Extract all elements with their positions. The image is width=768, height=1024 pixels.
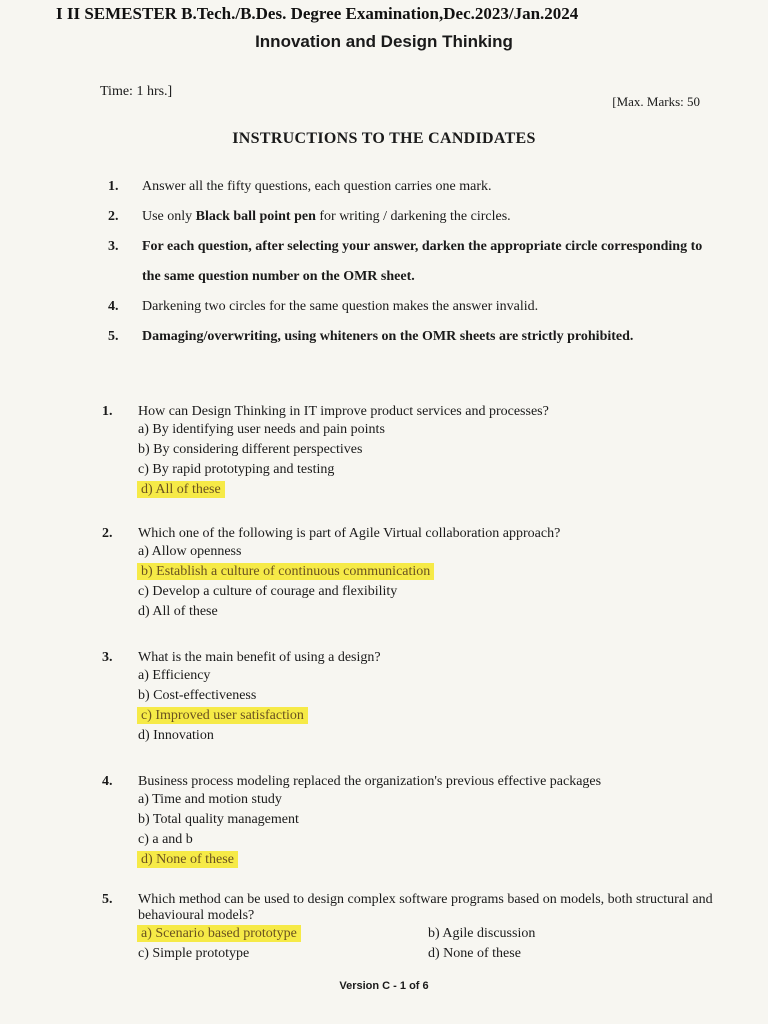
instructions-list [108, 172, 708, 352]
question-text: What is the main benefit of using a design? [138, 650, 381, 665]
instruction-number: 2. [108, 209, 119, 224]
option-b[interactable]: b) By considering different perspectives [138, 442, 363, 457]
question-4 [102, 774, 722, 870]
instruction-item [108, 232, 708, 292]
max-marks-label: [Max. Marks: 50 [612, 94, 700, 109]
question-text: Which one of the following is part of Agile Virtual collaboration approach? [138, 526, 561, 541]
option-c[interactable]: c) Develop a culture of courage and flexibility [138, 584, 398, 599]
instructions-title: INSTRUCTIONS TO THE CANDIDATES [232, 130, 536, 147]
instruction-number: 3. [108, 239, 119, 254]
option-c[interactable]: c) Simple prototype [138, 946, 250, 961]
instruction-text: Answer all the fifty questions, each question carries one mark. [142, 179, 492, 194]
option-a[interactable]: a) Time and motion study [138, 792, 282, 807]
question-5 [102, 892, 722, 964]
option-d-highlighted[interactable]: d) None of these [138, 852, 237, 867]
option-a[interactable]: a) Efficiency [138, 668, 211, 683]
option-d[interactable]: d) None of these [428, 946, 521, 961]
instruction-text: Darkening two circles for the same question makes the answer invalid. [142, 299, 539, 314]
option-a-highlighted[interactable]: a) Scenario based prototype [138, 926, 300, 941]
question-text: Business process modeling replaced the organization's previous effective packages [138, 774, 602, 789]
instruction-text-bold: Black ball point pen [195, 209, 316, 224]
question-1 [102, 404, 722, 500]
option-b[interactable]: b) Total quality management [138, 812, 299, 827]
option-a[interactable]: a) Allow openness [138, 544, 242, 559]
instruction-text-pre: Use only [142, 209, 196, 224]
question-2 [102, 526, 722, 622]
instruction-text-post: for writing / darkening the circles. [315, 209, 511, 224]
instruction-text: For each question, after selecting your answer, darken the appropriate circle corresponding to the same question number on the OMR sheet. [142, 239, 703, 284]
instruction-number: 5. [108, 329, 119, 344]
time-label: Time: 1 hrs.] [100, 84, 173, 99]
question-number: 3. [102, 650, 113, 665]
option-d[interactable]: d) All of these [138, 604, 218, 619]
option-c-highlighted[interactable]: c) Improved user satisfaction [138, 708, 307, 723]
option-d[interactable]: d) Innovation [138, 728, 214, 743]
subject-title: Innovation and Design Thinking [255, 32, 513, 51]
question-text: Which method can be used to design complex software programs based on models, both structural and behavioural models? [138, 892, 713, 923]
option-b-highlighted[interactable]: b) Establish a culture of continuous communication [138, 564, 433, 579]
option-b[interactable]: b) Agile discussion [428, 926, 536, 941]
instruction-item [108, 202, 708, 232]
option-a[interactable]: a) By identifying user needs and pain points [138, 422, 385, 437]
instruction-text [142, 202, 708, 232]
question-number: 5. [102, 892, 113, 907]
instruction-number: 4. [108, 299, 119, 314]
instruction-number: 1. [108, 179, 119, 194]
question-number: 4. [102, 774, 113, 789]
options-list [138, 542, 722, 622]
options-list [138, 420, 722, 500]
options-list [138, 666, 722, 746]
instruction-item [108, 322, 708, 352]
page-footer-version: Version C - 1 of 6 [339, 980, 429, 992]
instruction-item [108, 292, 708, 322]
option-c[interactable]: c) By rapid prototyping and testing [138, 462, 335, 477]
option-b[interactable]: b) Cost-effectiveness [138, 688, 257, 703]
question-text: How can Design Thinking in IT improve product services and processes? [138, 404, 549, 419]
option-c[interactable]: c) a and b [138, 832, 193, 847]
options-grid [138, 924, 722, 964]
question-3 [102, 650, 722, 746]
option-d-highlighted[interactable]: d) All of these [138, 482, 224, 497]
options-list [138, 790, 722, 870]
exam-header-line: I II SEMESTER B.Tech./B.Des. Degree Examination,Dec.2023/Jan.2024 [56, 4, 579, 23]
question-number: 1. [102, 404, 113, 419]
instruction-text: Damaging/overwriting, using whiteners on the OMR sheets are strictly prohibited. [142, 329, 634, 344]
question-number: 2. [102, 526, 113, 541]
instruction-item [108, 172, 708, 202]
